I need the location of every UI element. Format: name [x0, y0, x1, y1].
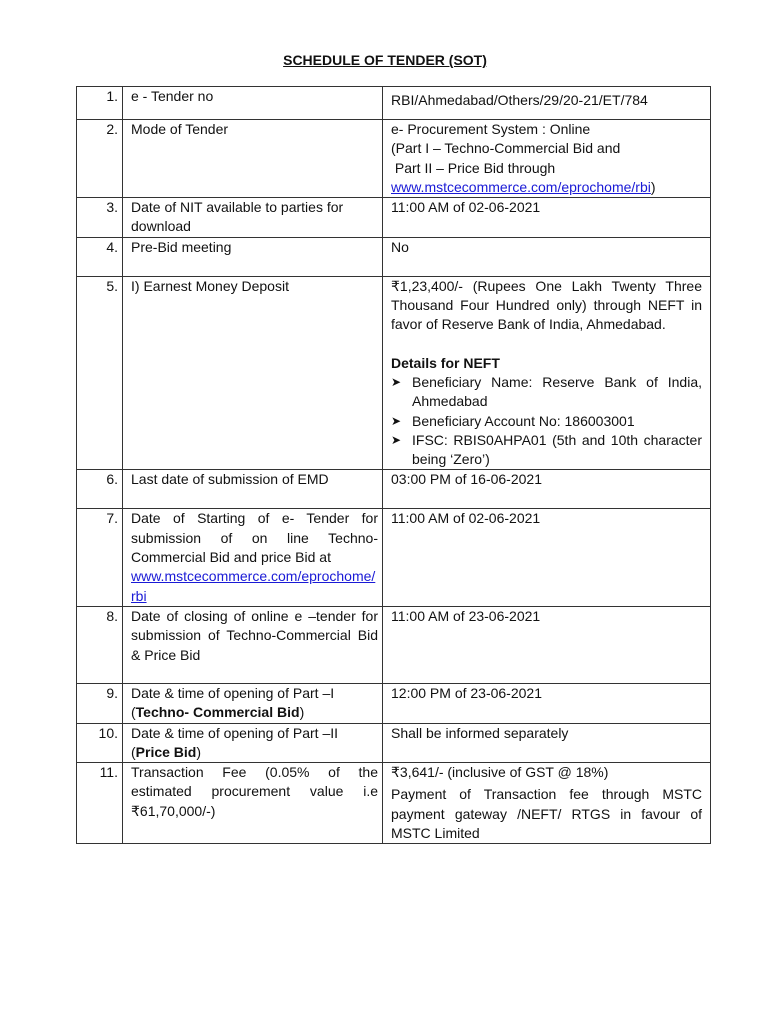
label-bold: Price Bid: [135, 743, 197, 760]
row-number: 2.: [77, 120, 123, 198]
value-line: Part II – Price Bid through: [391, 159, 556, 176]
page-title: SCHEDULE OF TENDER (SOT): [283, 52, 487, 68]
row-value: 11:00 AM of 02-06-2021: [383, 509, 711, 606]
detail-text: IFSC: RBIS0AHPA01 (5th and 10th character being ‘Zero’): [412, 431, 702, 468]
table-row: [77, 763, 711, 844]
row-value: [383, 87, 711, 120]
arrowhead-bullet-icon: ➤: [391, 374, 402, 389]
row-label: Date & time of opening of Part –II (Price Bid): [123, 723, 383, 763]
table-row: [77, 198, 711, 238]
table-row: [77, 723, 711, 763]
eprochome-link[interactable]: www.mstcecommerce.com/eprochome/rbi: [131, 568, 376, 604]
row-number: 10.: [77, 723, 123, 763]
table-row: [77, 683, 711, 723]
row-label: e - Tender no: [123, 87, 383, 120]
row-label: Date of NIT available to parties for download: [123, 198, 383, 238]
detail-text: Beneficiary Name: Reserve Bank of India, Ahmedabad: [412, 373, 702, 410]
list-item: [391, 431, 702, 470]
arrowhead-bullet-icon: ➤: [391, 413, 402, 428]
table-row: [77, 509, 711, 606]
row-value: [383, 276, 711, 470]
row-number: 1.: [77, 87, 123, 120]
row-number: 8.: [77, 606, 123, 683]
row-number: 9.: [77, 683, 123, 723]
emd-amount-text: ₹1,23,400/- (Rupees One Lakh Twenty Three Thousand Four Hundred only) through NEFT in favor of Reserve Bank of India, Ahmedabad.: [391, 277, 702, 333]
row-number: 6.: [77, 470, 123, 509]
table-row: [77, 470, 711, 509]
eprochome-link[interactable]: www.mstcecommerce.com/eprochome/rbi: [391, 178, 651, 195]
row-number: 7.: [77, 509, 123, 606]
row-number: 11.: [77, 763, 123, 844]
row-label: Date of closing of online e –tender for submission of Techno-Commercial Bid & Price Bid: [123, 606, 383, 683]
list-item: [391, 373, 702, 412]
row-label: [123, 509, 383, 606]
value-line: e- Procurement System : Online: [391, 121, 591, 137]
row-number: 5.: [77, 276, 123, 470]
row-value: [383, 120, 711, 198]
tender-number: RBI/Ahmedabad/Others/29/20-21/ET/784: [391, 92, 648, 108]
row-label: Date & time of opening of Part –I (Techno- Commercial Bid): [123, 683, 383, 723]
row-value: 03:00 PM of 16-06-2021: [383, 470, 711, 509]
list-item: [391, 412, 702, 431]
neft-details-heading: Details for NEFT: [391, 354, 500, 371]
value-line: (Part I – Techno-Commercial Bid and: [391, 140, 621, 157]
table-row: [77, 120, 711, 198]
row-label: Transaction Fee (0.05% of the estimated procurement value i.e ₹61,70,000/-): [123, 763, 383, 844]
link-suffix: ): [650, 178, 656, 195]
row-label: Pre-Bid meeting: [123, 237, 383, 276]
row-label: Mode of Tender: [123, 120, 383, 198]
row-label: I) Earnest Money Deposit: [123, 276, 383, 470]
label-text: Date & time of opening of Part –II: [131, 724, 339, 741]
row-value: 11:00 AM of 23-06-2021: [383, 606, 711, 683]
table-row: [77, 87, 711, 120]
detail-text: Beneficiary Account No: 186003001: [412, 412, 635, 429]
table-row: [77, 606, 711, 683]
neft-details-list: [391, 373, 702, 469]
table-row: [77, 237, 711, 276]
label-text: Date of Starting of e- Tender for submission of on line Techno-Commercial Bid and price Bid at: [131, 510, 378, 566]
row-value: No: [383, 237, 711, 276]
fee-amount: ₹3,641/- (inclusive of GST @ 18%): [391, 764, 609, 781]
label-text: Date & time of opening of Part –I: [131, 684, 335, 701]
row-value: Shall be informed separately: [383, 723, 711, 763]
row-number: 3.: [77, 198, 123, 238]
table-row: [77, 276, 711, 470]
schedule-table: [76, 86, 711, 844]
fee-payment-text: Payment of Transaction fee through MSTC payment gateway /NEFT/ RTGS in favour of MSTC Limited: [391, 786, 702, 842]
row-value: 12:00 PM of 23-06-2021: [383, 683, 711, 723]
row-value: [383, 763, 711, 844]
arrowhead-bullet-icon: ➤: [391, 432, 402, 447]
label-bold: Techno- Commercial Bid: [135, 704, 300, 721]
row-value: 11:00 AM of 02-06-2021: [383, 198, 711, 238]
row-number: 4.: [77, 237, 123, 276]
row-label: Last date of submission of EMD: [123, 470, 383, 509]
